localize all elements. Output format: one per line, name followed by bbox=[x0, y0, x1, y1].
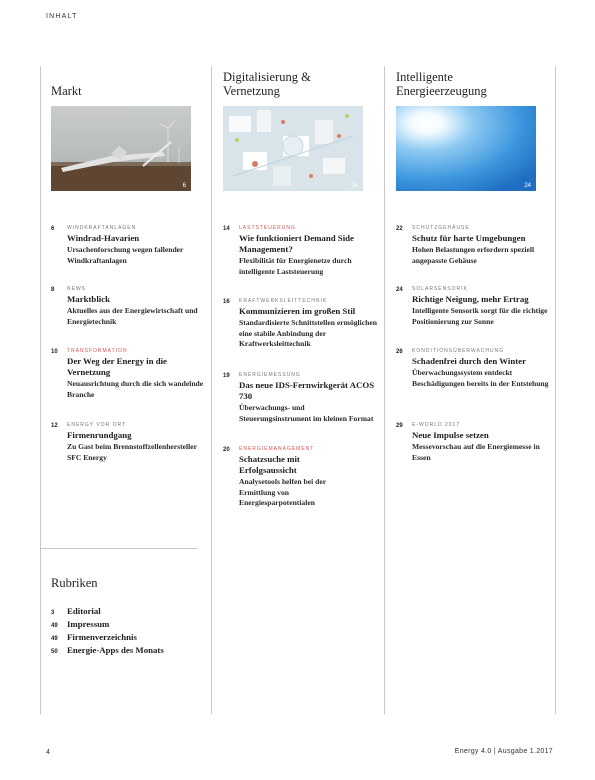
rubriken-page-number: 50 bbox=[51, 649, 58, 655]
entry-title bbox=[412, 430, 550, 463]
rubriken-item[interactable] bbox=[51, 645, 164, 655]
entry-kicker: ENERGY VOR ORT bbox=[67, 422, 127, 428]
entry-title bbox=[239, 233, 377, 277]
entry-description: Analysetools helfen bei der Ermittlung von Energiesparpotentialen bbox=[239, 477, 326, 507]
rubriken-title: Rubriken bbox=[51, 576, 98, 590]
entry-kicker: ENERGIEMANAGEMENT bbox=[239, 446, 315, 452]
entry-page-number: 19 bbox=[223, 373, 230, 379]
rubriken-page-number: 3 bbox=[51, 610, 55, 616]
entry-description: Ursachenforschung wegen fallender Windkraftanlagen bbox=[67, 245, 184, 265]
issue-label: Energy 4.0 | Ausgabe 1.2017 bbox=[454, 748, 553, 755]
entry-title bbox=[67, 233, 205, 266]
markt-image[interactable] bbox=[51, 106, 191, 191]
rubriken-item[interactable] bbox=[51, 606, 101, 616]
entry-title-text: Schatzsuche mit Erfolgsaussicht bbox=[239, 454, 300, 475]
entry-kicker: KRAFTWERKSLEITTECHNIK bbox=[239, 298, 328, 304]
image-page-number: 16 bbox=[351, 183, 358, 189]
entry-page-number: 6 bbox=[51, 226, 55, 232]
entry-page-number: 26 bbox=[396, 349, 403, 355]
entry-title-text: Firmenrundgang bbox=[67, 430, 132, 440]
rubriken-item[interactable] bbox=[51, 632, 137, 642]
entry-title bbox=[239, 380, 377, 424]
entry-page-number: 20 bbox=[223, 447, 230, 453]
divider-mid-1 bbox=[211, 66, 212, 714]
entry-kicker: NEWS bbox=[67, 286, 86, 292]
entry-title bbox=[412, 356, 550, 389]
digitalisierung-image[interactable] bbox=[223, 106, 363, 191]
energieerzeugung-image[interactable] bbox=[396, 106, 536, 191]
entry-page-number: 14 bbox=[223, 226, 230, 232]
rubriken-label: Energie-Apps des Monats bbox=[67, 645, 164, 655]
rubriken-item[interactable] bbox=[51, 619, 109, 629]
entry-description: Zu Gast beim Brennstoffzellenhersteller SFC Energy bbox=[67, 442, 197, 462]
entry-description: Messevorschau auf die Energiemesse in Essen bbox=[412, 442, 540, 462]
entry-description: Hohen Belastungen erfordern speziell angepasste Gehäuse bbox=[412, 245, 535, 265]
entry-page-number: 24 bbox=[396, 287, 403, 293]
entry-page-number: 10 bbox=[51, 349, 58, 355]
rubriken-label: Editorial bbox=[67, 606, 101, 616]
entry-page-number: 29 bbox=[396, 423, 403, 429]
entry-title-text: Windrad-Havarien bbox=[67, 233, 140, 243]
rubriken-label: Impressum bbox=[67, 619, 110, 629]
entry-title-text: Das neue IDS-Fernwirkgerät ACOS 730 bbox=[239, 380, 375, 401]
entry-title-text: Wie funktioniert Demand Side Management? bbox=[239, 233, 354, 254]
column-title-markt: Markt bbox=[51, 84, 82, 98]
entry-kicker: SOLARSENSORIK bbox=[412, 286, 468, 292]
entry-title bbox=[412, 233, 550, 266]
entry-page-number: 22 bbox=[396, 226, 403, 232]
column-title-digitalisierung: Digitalisierung & Vernetzung bbox=[223, 70, 311, 98]
divider-mid-2 bbox=[384, 66, 385, 714]
entry-description: Flexibilität für Energienetze durch intelligente Laststeuerung bbox=[239, 256, 352, 276]
image-page-number: 6 bbox=[182, 183, 186, 189]
divider-left bbox=[40, 66, 41, 714]
entry-title-text: Schutz für harte Umgebungen bbox=[412, 233, 526, 243]
entry-title bbox=[239, 454, 349, 509]
entry-title bbox=[67, 294, 205, 327]
entry-title bbox=[67, 430, 205, 463]
entry-description: Neuausrichtung durch die sich wandelnde Branche bbox=[67, 379, 204, 399]
entry-kicker: LASTSTEUERUNG bbox=[239, 225, 296, 231]
entry-kicker: SCHUTZGEHÄUSE bbox=[412, 225, 470, 231]
entry-title-text: Schadenfrei durch den Winter bbox=[412, 356, 526, 366]
wind-turbine-image bbox=[51, 106, 191, 191]
entry-description: Standardisierte Schnittstellen ermöglichen eine stabile Anbindung der Kraftwerksleittechnik bbox=[239, 318, 377, 348]
smart-city-image bbox=[223, 106, 363, 191]
entry-title-text: Der Weg der Energy in die Vernetzung bbox=[67, 356, 167, 377]
page-number: 4 bbox=[46, 749, 50, 756]
entry-title-text: Richtige Neigung, mehr Ertrag bbox=[412, 294, 529, 304]
entry-kicker: TRANSFORMATION bbox=[67, 348, 128, 354]
entry-description: Intelligente Sensorik sorgt für die richtige Positionierung zur Sonne bbox=[412, 306, 548, 326]
entry-kicker: WINDKRAFTANLAGEN bbox=[67, 225, 137, 231]
entry-description: Aktuelles aus der Energiewirtschaft und Energietechnik bbox=[67, 306, 198, 326]
entry-page-number: 12 bbox=[51, 423, 58, 429]
sun-sky-image bbox=[396, 106, 536, 191]
rubriken-page-number: 49 bbox=[51, 623, 58, 629]
entry-kicker: ENERGIEMESSUNG bbox=[239, 372, 301, 378]
entry-title-text: Neue Impulse setzen bbox=[412, 430, 489, 440]
entry-kicker: E-WORLD 2017 bbox=[412, 422, 461, 428]
column-title-energieerzeugung: Intelligente Energieerzeugung bbox=[396, 70, 487, 98]
divider-right bbox=[555, 66, 556, 714]
entry-kicker: KONDITIONSÜBERWACHUNG bbox=[412, 348, 505, 354]
entry-title bbox=[412, 294, 550, 327]
entry-description: Überwachungs- und Steuerungsinstrument im kleinen Format bbox=[239, 403, 374, 423]
image-page-number: 24 bbox=[524, 183, 531, 189]
rubriken-divider bbox=[40, 548, 198, 549]
entry-title-text: Marktblick bbox=[67, 294, 111, 304]
entry-title bbox=[67, 356, 205, 400]
entry-title-text: Kommunizieren im großen Stil bbox=[239, 306, 356, 316]
rubriken-label: Firmenverzeichnis bbox=[67, 632, 137, 642]
entry-page-number: 8 bbox=[51, 287, 55, 293]
entry-page-number: 16 bbox=[223, 299, 230, 305]
entry-description: Überwachungssystem entdeckt Beschädigungen bereits in der Entstehung bbox=[412, 368, 549, 388]
rubriken-page-number: 49 bbox=[51, 636, 58, 642]
entry-title bbox=[239, 306, 377, 350]
section-label: INHALT bbox=[46, 13, 78, 20]
